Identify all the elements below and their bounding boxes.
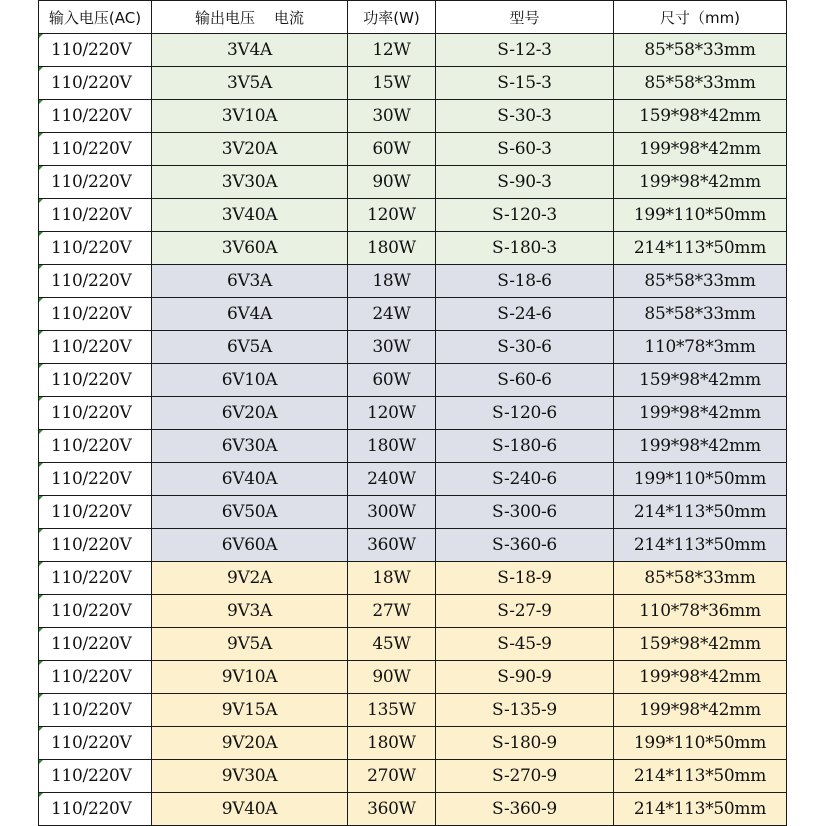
- table-row: [39, 694, 787, 727]
- cell-output-voltage-current: 6V5A: [152, 331, 348, 364]
- cell-model: S-135-9: [436, 694, 614, 727]
- cell-output-voltage-current: 6V30A: [152, 430, 348, 463]
- cell-power: 135W: [348, 694, 436, 727]
- cell-size: 159*98*42mm: [614, 364, 787, 397]
- table-row: [39, 760, 787, 793]
- header-model: 型号: [436, 1, 614, 34]
- cell-input-voltage: 110/220V: [39, 34, 152, 67]
- cell-model: S-12-3: [436, 34, 614, 67]
- cell-size: 214*113*50mm: [614, 496, 787, 529]
- cell-output-voltage-current: 6V20A: [152, 397, 348, 430]
- cell-input-voltage: 110/220V: [39, 100, 152, 133]
- cell-size: 199*110*50mm: [614, 199, 787, 232]
- cell-model: S-24-6: [436, 298, 614, 331]
- header-power: 功率(W): [348, 1, 436, 34]
- table-row: [39, 232, 787, 265]
- cell-input-voltage: 110/220V: [39, 364, 152, 397]
- cell-size: 199*98*42mm: [614, 694, 787, 727]
- cell-model: S-30-6: [436, 331, 614, 364]
- cell-power: 180W: [348, 430, 436, 463]
- cell-model: S-90-3: [436, 166, 614, 199]
- table-row: [39, 496, 787, 529]
- cell-output-voltage-current: 6V40A: [152, 463, 348, 496]
- cell-input-voltage: 110/220V: [39, 397, 152, 430]
- cell-power: 27W: [348, 595, 436, 628]
- cell-size: 214*113*50mm: [614, 529, 787, 562]
- cell-input-voltage: 110/220V: [39, 232, 152, 265]
- table-row: [39, 727, 787, 760]
- cell-size: 199*98*42mm: [614, 133, 787, 166]
- table-row: [39, 265, 787, 298]
- cell-output-voltage-current: 3V4A: [152, 34, 348, 67]
- cell-output-voltage-current: 9V5A: [152, 628, 348, 661]
- cell-model: S-60-3: [436, 133, 614, 166]
- cell-power: 90W: [348, 166, 436, 199]
- cell-size: 199*110*50mm: [614, 727, 787, 760]
- cell-power: 30W: [348, 100, 436, 133]
- cell-size: 214*113*50mm: [614, 793, 787, 826]
- power-supply-spec-table: [38, 0, 787, 826]
- cell-input-voltage: 110/220V: [39, 133, 152, 166]
- cell-output-voltage-current: 3V10A: [152, 100, 348, 133]
- cell-input-voltage: 110/220V: [39, 331, 152, 364]
- cell-power: 60W: [348, 364, 436, 397]
- cell-power: 24W: [348, 298, 436, 331]
- cell-size: 85*58*33mm: [614, 265, 787, 298]
- table-body: [39, 34, 787, 826]
- cell-input-voltage: 110/220V: [39, 562, 152, 595]
- cell-size: 159*98*42mm: [614, 100, 787, 133]
- cell-model: S-180-9: [436, 727, 614, 760]
- cell-output-voltage-current: 6V3A: [152, 265, 348, 298]
- cell-input-voltage: 110/220V: [39, 529, 152, 562]
- cell-output-voltage-current: 3V30A: [152, 166, 348, 199]
- cell-input-voltage: 110/220V: [39, 661, 152, 694]
- cell-power: 15W: [348, 67, 436, 100]
- table-row: [39, 397, 787, 430]
- cell-input-voltage: 110/220V: [39, 463, 152, 496]
- cell-output-voltage-current: 9V3A: [152, 595, 348, 628]
- cell-output-voltage-current: 6V50A: [152, 496, 348, 529]
- table-row: [39, 562, 787, 595]
- cell-power: 18W: [348, 562, 436, 595]
- cell-power: 90W: [348, 661, 436, 694]
- cell-output-voltage-current: 3V20A: [152, 133, 348, 166]
- cell-model: S-360-6: [436, 529, 614, 562]
- table-row: [39, 133, 787, 166]
- cell-size: 159*98*42mm: [614, 628, 787, 661]
- cell-model: S-18-9: [436, 562, 614, 595]
- cell-model: S-45-9: [436, 628, 614, 661]
- cell-input-voltage: 110/220V: [39, 430, 152, 463]
- cell-size: 199*110*50mm: [614, 463, 787, 496]
- header-size: 尺寸（mm): [614, 1, 787, 34]
- cell-power: 120W: [348, 397, 436, 430]
- cell-input-voltage: 110/220V: [39, 166, 152, 199]
- spec-table-container: [38, 0, 786, 826]
- cell-size: 199*98*42mm: [614, 166, 787, 199]
- cell-output-voltage-current: 6V60A: [152, 529, 348, 562]
- header-output-voltage-current: 输出电压 电流: [152, 1, 348, 34]
- cell-model: S-120-3: [436, 199, 614, 232]
- cell-model: S-15-3: [436, 67, 614, 100]
- cell-input-voltage: 110/220V: [39, 496, 152, 529]
- cell-model: S-60-6: [436, 364, 614, 397]
- cell-input-voltage: 110/220V: [39, 199, 152, 232]
- cell-output-voltage-current: 9V10A: [152, 661, 348, 694]
- cell-size: 85*58*33mm: [614, 34, 787, 67]
- cell-power: 60W: [348, 133, 436, 166]
- cell-model: S-90-9: [436, 661, 614, 694]
- cell-output-voltage-current: 3V40A: [152, 199, 348, 232]
- cell-size: 199*98*42mm: [614, 430, 787, 463]
- cell-size: 199*98*42mm: [614, 397, 787, 430]
- cell-model: S-270-9: [436, 760, 614, 793]
- cell-model: S-180-3: [436, 232, 614, 265]
- cell-power: 360W: [348, 529, 436, 562]
- cell-output-voltage-current: 3V5A: [152, 67, 348, 100]
- cell-power: 12W: [348, 34, 436, 67]
- cell-size: 85*58*33mm: [614, 298, 787, 331]
- cell-power: 270W: [348, 760, 436, 793]
- cell-model: S-27-9: [436, 595, 614, 628]
- cell-output-voltage-current: 9V2A: [152, 562, 348, 595]
- cell-size: 199*98*42mm: [614, 661, 787, 694]
- cell-input-voltage: 110/220V: [39, 628, 152, 661]
- cell-model: S-18-6: [436, 265, 614, 298]
- cell-model: S-240-6: [436, 463, 614, 496]
- cell-model: S-360-9: [436, 793, 614, 826]
- cell-input-voltage: 110/220V: [39, 265, 152, 298]
- table-row: [39, 463, 787, 496]
- cell-power: 30W: [348, 331, 436, 364]
- cell-input-voltage: 110/220V: [39, 760, 152, 793]
- cell-input-voltage: 110/220V: [39, 298, 152, 331]
- cell-input-voltage: 110/220V: [39, 67, 152, 100]
- cell-power: 300W: [348, 496, 436, 529]
- table-row: [39, 199, 787, 232]
- table-row: [39, 628, 787, 661]
- cell-output-voltage-current: 3V60A: [152, 232, 348, 265]
- cell-output-voltage-current: 9V30A: [152, 760, 348, 793]
- cell-model: S-30-3: [436, 100, 614, 133]
- cell-size: 85*58*33mm: [614, 67, 787, 100]
- table-row: [39, 67, 787, 100]
- table-row: [39, 595, 787, 628]
- cell-power: 45W: [348, 628, 436, 661]
- header-input-voltage: 输入电压(AC): [39, 1, 152, 34]
- table-row: [39, 529, 787, 562]
- cell-model: S-300-6: [436, 496, 614, 529]
- cell-model: S-120-6: [436, 397, 614, 430]
- cell-model: S-180-6: [436, 430, 614, 463]
- cell-input-voltage: 110/220V: [39, 793, 152, 826]
- cell-size: 110*78*3mm: [614, 331, 787, 364]
- cell-input-voltage: 110/220V: [39, 727, 152, 760]
- cell-size: 214*113*50mm: [614, 760, 787, 793]
- table-row: [39, 331, 787, 364]
- cell-power: 180W: [348, 727, 436, 760]
- cell-size: 110*78*36mm: [614, 595, 787, 628]
- cell-power: 360W: [348, 793, 436, 826]
- table-row: [39, 661, 787, 694]
- cell-power: 240W: [348, 463, 436, 496]
- cell-output-voltage-current: 9V15A: [152, 694, 348, 727]
- cell-power: 18W: [348, 265, 436, 298]
- table-row: [39, 34, 787, 67]
- header-row: [39, 1, 787, 34]
- table-header: [39, 1, 787, 34]
- cell-size: 214*113*50mm: [614, 232, 787, 265]
- cell-output-voltage-current: 9V20A: [152, 727, 348, 760]
- cell-input-voltage: 110/220V: [39, 595, 152, 628]
- cell-power: 120W: [348, 199, 436, 232]
- cell-size: 85*58*33mm: [614, 562, 787, 595]
- cell-output-voltage-current: 9V40A: [152, 793, 348, 826]
- cell-input-voltage: 110/220V: [39, 694, 152, 727]
- cell-power: 180W: [348, 232, 436, 265]
- cell-output-voltage-current: 6V4A: [152, 298, 348, 331]
- table-row: [39, 793, 787, 826]
- table-row: [39, 298, 787, 331]
- table-row: [39, 364, 787, 397]
- cell-output-voltage-current: 6V10A: [152, 364, 348, 397]
- table-row: [39, 166, 787, 199]
- table-row: [39, 430, 787, 463]
- table-row: [39, 100, 787, 133]
